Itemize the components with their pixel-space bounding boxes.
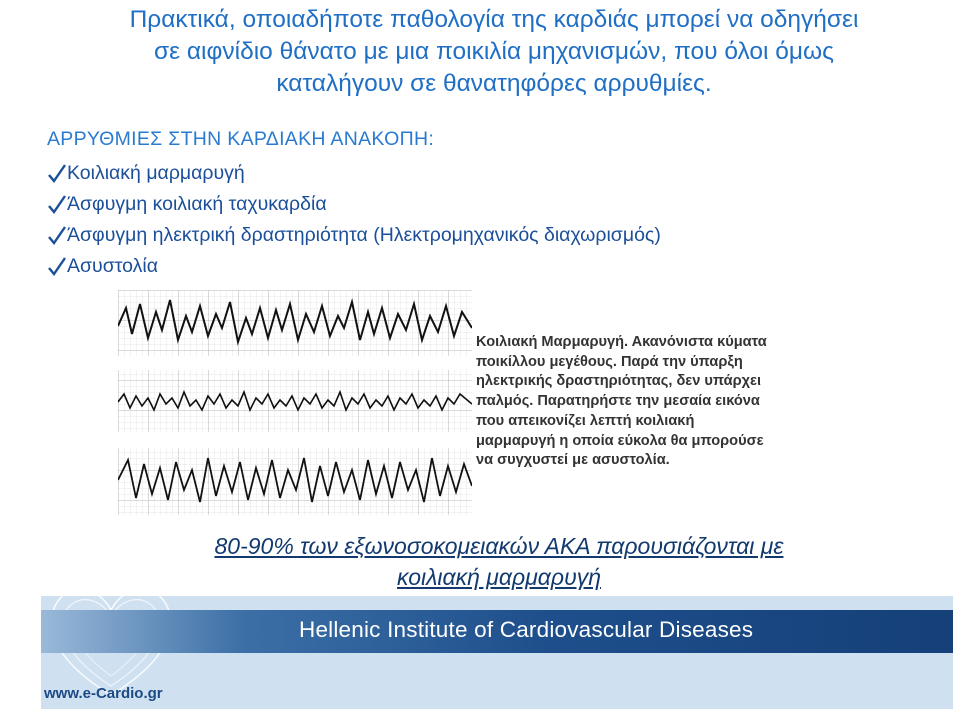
highlight-line: κοιλιακή μαρμαρυγή: [396, 564, 602, 590]
caption-line: ποικίλλου μεγέθους. Παρά την ύπαρξη: [476, 353, 743, 370]
title-line: Πρακτικά, οποιαδήποτε παθολογία της καρδιάς μπορεί να οδηγήσει: [129, 6, 859, 33]
highlight-line: 80-90% των εξωνοσοκομειακών ΑΚΑ παρουσιάζονται με: [214, 533, 784, 559]
arrhythmias-heading: ΑΡΡΥΘΜΙΕΣ ΣΤΗΝ ΚΑΡΔΙΑΚΗ ΑΝΑΚΟΠΗ:: [47, 128, 435, 150]
website-link[interactable]: www.e-Cardio.gr: [44, 685, 163, 702]
caption-line: που απεικονίζει λεπτή κοιλιακή: [476, 412, 695, 429]
caption-line: να συγχυστεί με ασυστολία.: [476, 452, 670, 469]
list-item: [47, 158, 661, 189]
checkmark-icon: [47, 251, 67, 282]
checkmark-icon: [47, 189, 67, 220]
caption-line: Κοιλιακή Μαρμαρυγή. Ακανόνιστα κύματα: [476, 334, 767, 350]
list-item: [47, 251, 661, 282]
list-item: [47, 220, 661, 251]
list-item-label: Κοιλιακή μαρμαρυγή: [67, 162, 245, 184]
list-item-label: Άσφυγμη κοιλιακή ταχυκαρδία: [67, 193, 327, 215]
slide-title: [44, 4, 944, 100]
ecg-strips-image: [118, 290, 472, 515]
arrhythmia-list: [47, 158, 661, 282]
title-line: σε αιφνίδιο θάνατο με μια ποικιλία μηχανισμών, που όλοι όμως: [154, 38, 834, 65]
caption-line: μαρμαρυγή η οποία εύκολα θα μπορούσε: [476, 432, 764, 449]
caption-line: ηλεκτρικής δραστηριότητας, δεν υπάρχει: [476, 373, 762, 390]
list-item-label: Άσφυγμη ηλεκτρική δραστηριότητα (Ηλεκτρομηχανικός διαχωρισμός): [67, 224, 661, 246]
caption-line: παλμός. Παρατηρήστε την μεσαία εικόνα: [476, 393, 760, 410]
checkmark-icon: [47, 158, 67, 189]
title-line: καταλήγουν σε θανατηφόρες αρρυθμίες.: [276, 70, 712, 97]
institute-name: Hellenic Institute of Cardiovascular Diseases: [299, 617, 754, 642]
right-margin: [953, 0, 959, 709]
checkmark-icon: [47, 220, 67, 251]
list-item-label: Ασυστολία: [67, 255, 158, 277]
left-margin: [0, 0, 41, 709]
highlight-statement: [114, 531, 884, 593]
ecg-caption: [476, 333, 854, 471]
list-item: [47, 189, 661, 220]
